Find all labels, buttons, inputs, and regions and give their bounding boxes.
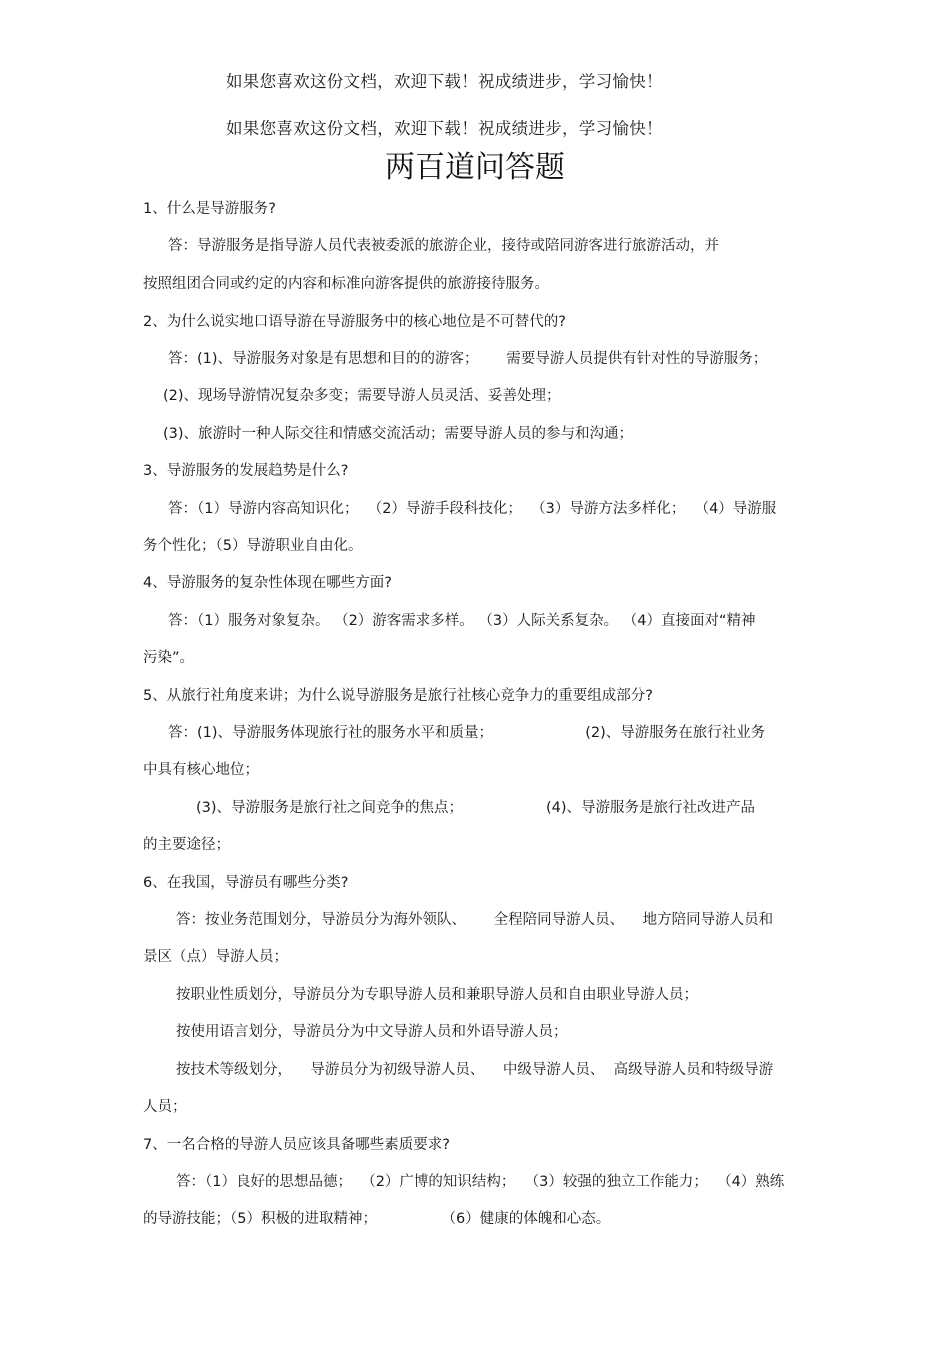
answer-line: 答：导游服务是指导游人员代表被委派的旅游企业，接待或陪同游客进行旅游活动，并 — [168, 238, 719, 254]
answer-line: 按技术等级划分， 导游员分为初级导游人员、 中级导游人员、 高级导游人员和特级导游 — [176, 1062, 774, 1078]
answer-line: 答：(1)、导游服务对象是有思想和目的的游客； 需要导游人员提供有针对性的导游服务； — [168, 351, 768, 367]
answer-line: 答：按业务范围划分，导游员分为海外领队、 全程陪同导游人员、 地方陪同导游人员和 — [176, 912, 774, 928]
answer-line: 中具有核心地位； — [143, 762, 259, 778]
answer-line: 按照组团合同或约定的内容和标准向游客提供的旅游接待服务。 — [143, 276, 549, 292]
promo-banner: 如果您喜欢这份文档，欢迎下载！祝成绩进步，学习愉快！ — [226, 72, 663, 91]
question-1: 1、什么是导游服务? — [143, 201, 276, 217]
answer-line: 答：（1）良好的思想品德； （2）广博的知识结构； （3）较强的独立工作能力； （4）熟练 — [176, 1174, 785, 1190]
question-4: 4、导游服务的复杂性体现在哪些方面? — [143, 575, 392, 591]
question-2: 2、为什么说实地口语导游在导游服务中的核心地位是不可替代的? — [143, 314, 566, 330]
answer-line: 人员； — [143, 1099, 187, 1115]
promo-banner: 如果您喜欢这份文档，欢迎下载！祝成绩进步，学习愉快！ — [226, 119, 663, 138]
answer-line: 答：（1）服务对象复杂。 （2）游客需求多样。 （3）人际关系复杂。 （4）直接面对“精神 — [168, 613, 756, 629]
question-7: 7、一名合格的导游人员应该具备哪些素质要求? — [143, 1137, 450, 1153]
answer-line: 答：(1)、导游服务体现旅行社的服务水平和质量； (2)、导游服务在旅行社业务 — [168, 725, 766, 741]
question-6: 6、在我国，导游员有哪些分类? — [143, 875, 349, 891]
answer-line: 景区（点）导游人员； — [143, 949, 288, 965]
question-3: 3、导游服务的发展趋势是什么? — [143, 463, 349, 479]
document-title: 两百道问答题 — [385, 150, 565, 185]
answer-line: 按职业性质划分，导游员分为专职导游人员和兼职导游人员和自由职业导游人员； — [176, 987, 698, 1003]
answer-line: 务个性化；（5）导游职业自由化。 — [143, 538, 363, 554]
answer-line: 答：（1）导游内容高知识化； （2）导游手段科技化； （3）导游方法多样化； （4）导游服 — [168, 501, 777, 517]
question-5: 5、从旅行社角度来讲；为什么说导游服务是旅行社核心竞争力的重要组成部分? — [143, 688, 653, 704]
answer-line: 污染”。 — [143, 650, 195, 666]
answer-line: (3)、导游服务是旅行社之间竞争的焦点； (4)、导游服务是旅行社改进产品 — [196, 800, 756, 816]
answer-line: (3)、旅游时一种人际交往和情感交流活动；需要导游人员的参与和沟通； — [163, 426, 634, 442]
answer-line: 按使用语言划分，导游员分为中文导游人员和外语导游人员； — [176, 1024, 568, 1040]
answer-line: 的主要途径； — [143, 837, 230, 853]
answer-line: 的导游技能；（5）积极的进取精神； （6）健康的体魄和心态。 — [143, 1211, 611, 1227]
answer-line: (2)、现场导游情况复杂多变；需要导游人员灵活、妥善处理； — [163, 388, 561, 404]
